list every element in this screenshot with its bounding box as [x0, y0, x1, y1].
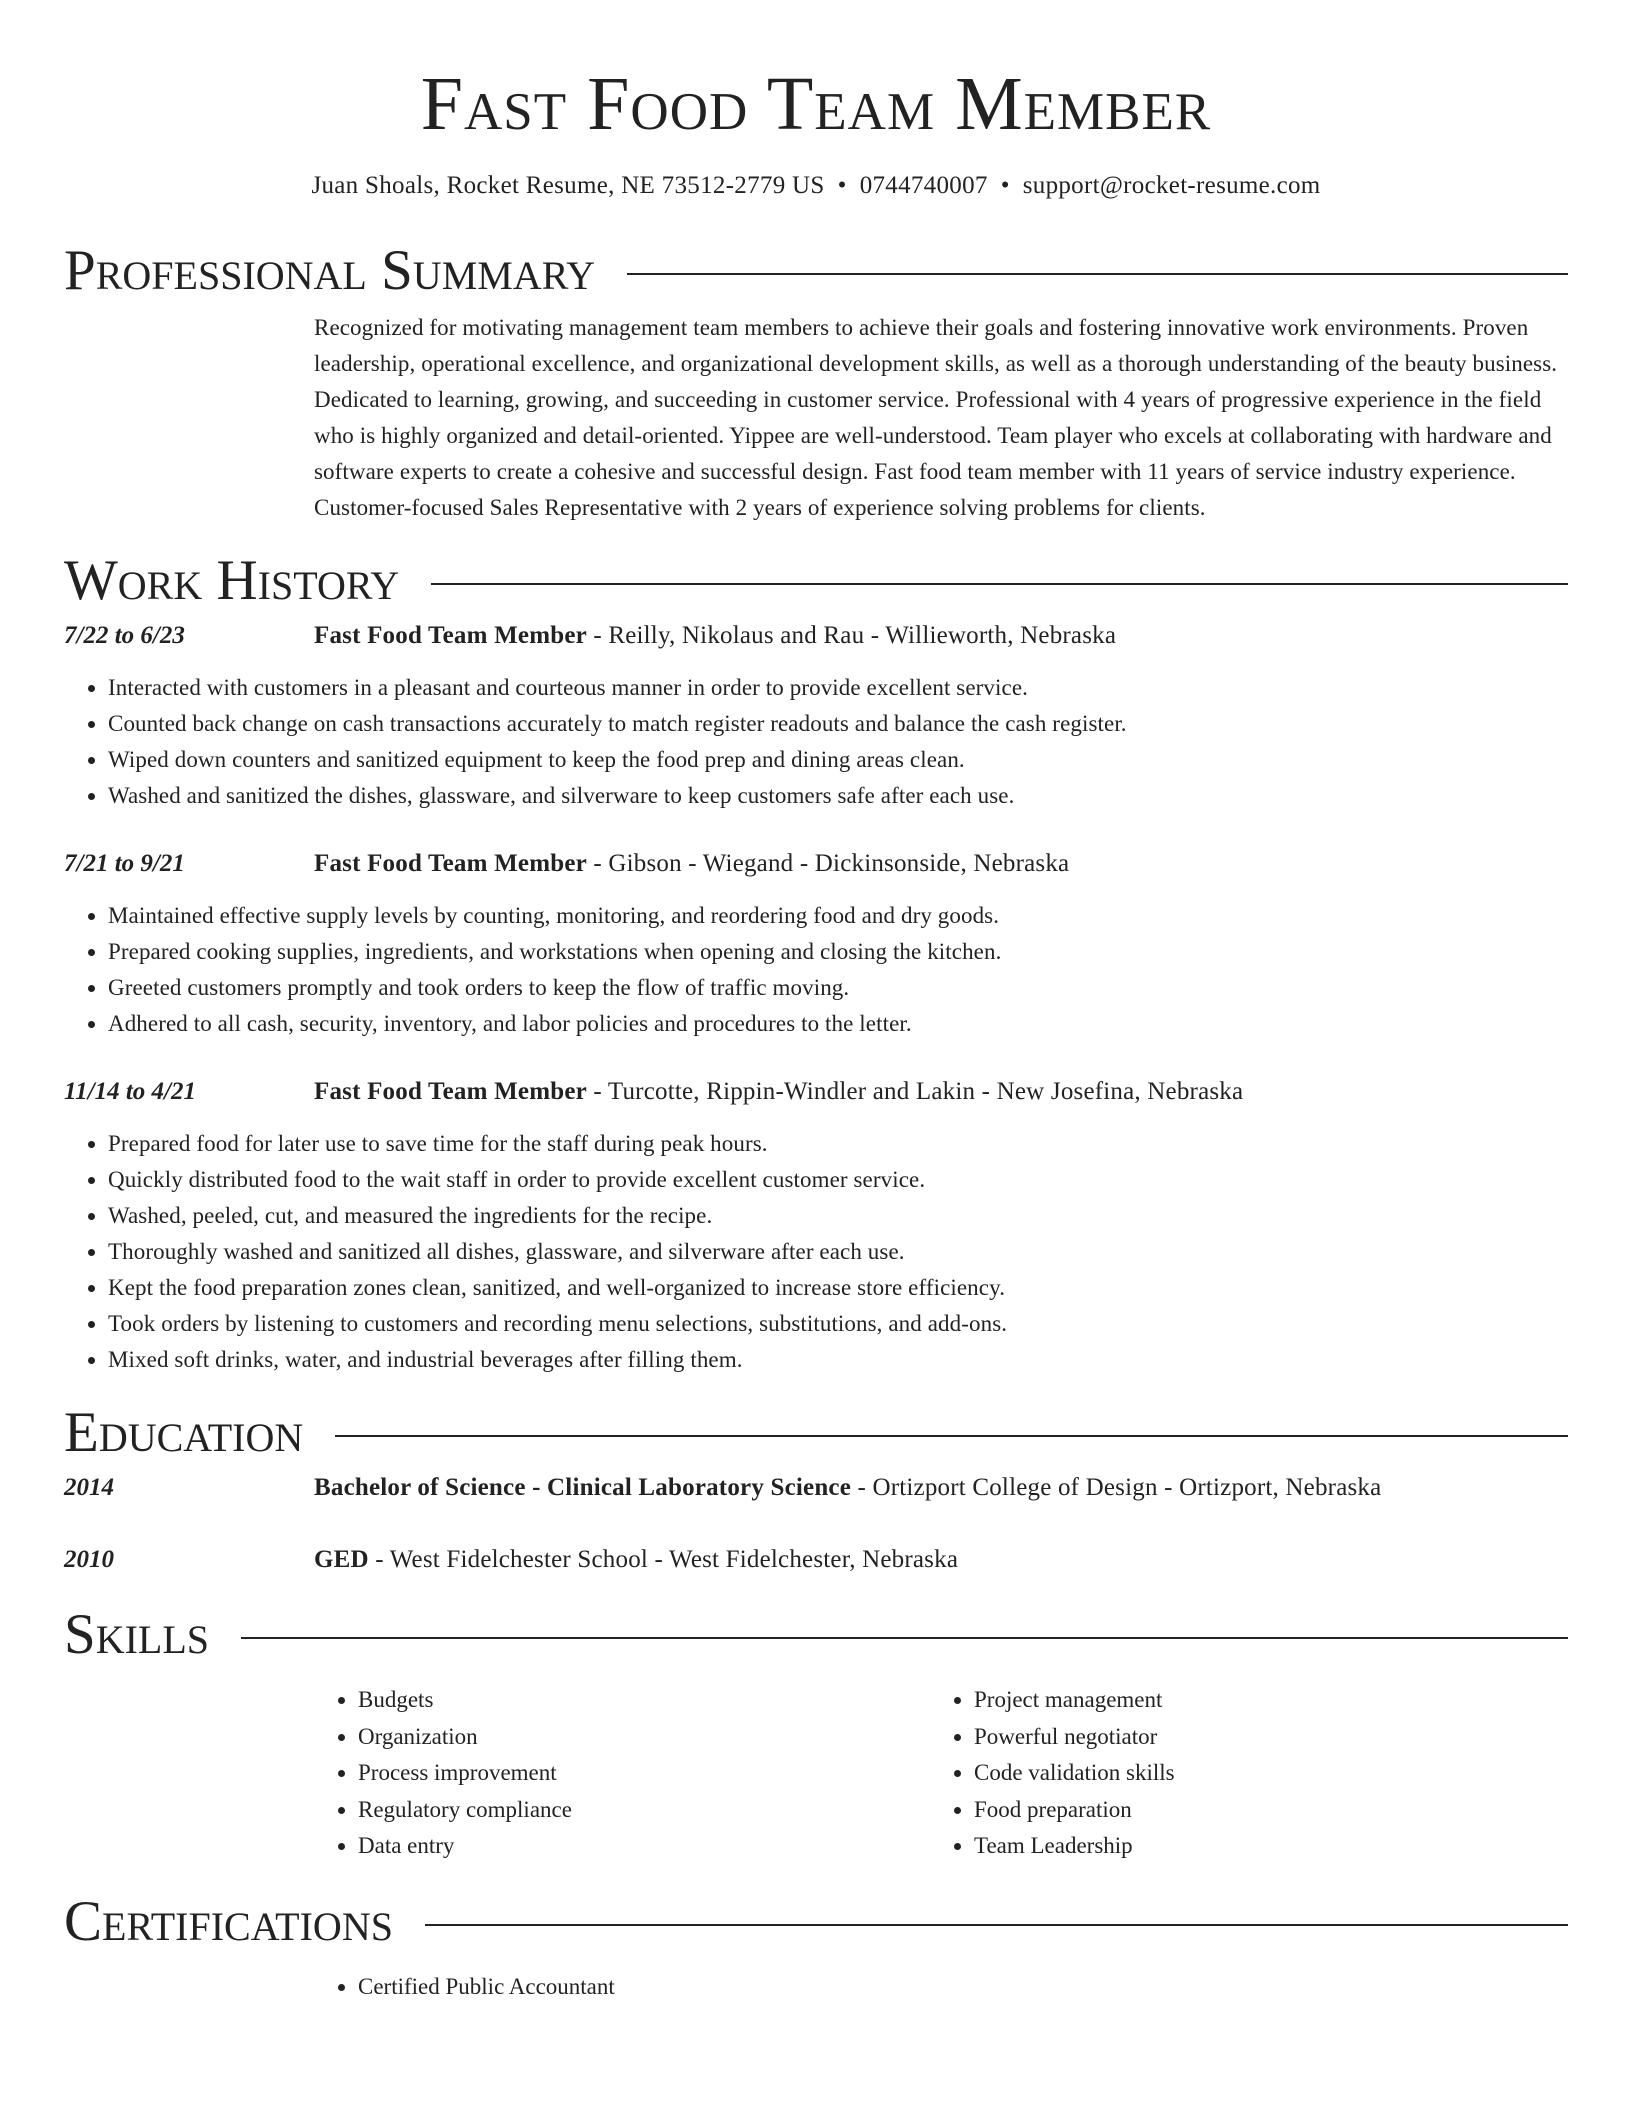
job-bullet: • Adhered to all cash, security, inventory, and labor policies and procedures to the letter.: [108, 1006, 1568, 1042]
job-bullet: • Quickly distributed food to the wait staff in order to provide excellent customer service.: [108, 1162, 1568, 1198]
skills-column-left: [314, 1682, 930, 1865]
contact-line: [64, 170, 1568, 202]
job-entry: [64, 1074, 1568, 1378]
certification-item: • Certified Public Accountant: [358, 1969, 1568, 2005]
job-bullets: [64, 1126, 1568, 1378]
summary-text: Recognized for motivating management team members to achieve their goals and fostering innovative work environments. Proven leadership, operational excellence, and organizational development skills, as well as a thorough understanding of the beauty business. Dedicated to learning, growing, and succeeding in customer service. Professional with 4 years of progressive experience in the field who is highly organized and detail-oriented. Yippee are well-understood. Team player who excels at collaborating with hardware and software experts to create a cohesive and successful design. Fast food team member with 11 years of service industry experience. Customer-focused Sales Representative with 2 years of experience solving problems for clients.: [314, 315, 1558, 520]
education-info: [314, 1470, 1568, 1506]
education-entry: [64, 1542, 1568, 1578]
job-bullet: • Mixed soft drinks, water, and industrial beverages after filling them.: [108, 1342, 1568, 1378]
job-dates: 7/22 to 6/23: [64, 622, 185, 649]
job-bullet: • Thoroughly washed and sanitized all dishes, glassware, and silverware after each use.: [108, 1234, 1568, 1270]
education-info: [314, 1542, 1568, 1578]
job-title: Fast Food Team Member: [314, 1078, 587, 1105]
skills-grid: [314, 1682, 1568, 1865]
job-bullets: [64, 670, 1568, 814]
skill-item: • Data entry: [358, 1828, 930, 1865]
contact-separator: •: [837, 172, 847, 199]
education-entry: [64, 1470, 1568, 1506]
job-entry: [64, 846, 1568, 1042]
summary-section-header: [64, 238, 1568, 304]
job-details: - Turcotte, Rippin-Windler and Lakin - New Josefina, Nebraska: [586, 1078, 1244, 1105]
education-details: - Ortizport College of Design - Ortizport, Nebraska: [851, 1474, 1382, 1501]
certifications-heading: Certifications: [64, 1889, 393, 1953]
contact-phone: 0744740007: [859, 172, 988, 199]
education-degree: Bachelor of Science - Clinical Laboratory Science: [314, 1474, 852, 1501]
job-details: - Gibson - Wiegand - Dickinsonside, Nebraska: [586, 850, 1070, 877]
contact-separator: •: [1000, 172, 1010, 199]
job-bullet: • Counted back change on cash transactions accurately to match register readouts and balance the cash register.: [108, 706, 1568, 742]
job-bullet: • Prepared food for later use to save time for the staff during peak hours.: [108, 1126, 1568, 1162]
job-bullet: • Wiped down counters and sanitized equipment to keep the food prep and dining areas clean.: [108, 742, 1568, 778]
job-bullet: • Washed, peeled, cut, and measured the ingredients for the recipe.: [108, 1198, 1568, 1234]
skill-item: • Regulatory compliance: [358, 1792, 930, 1829]
job-bullet: • Took orders by listening to customers and recording menu selections, substitutions, and add-ons.: [108, 1306, 1568, 1342]
contact-address: Juan Shoals, Rocket Resume, NE 73512-2779 US: [311, 172, 825, 199]
skills-heading: Skills: [64, 1603, 210, 1666]
job-header: [64, 618, 1568, 654]
skill-item: • Code validation skills: [974, 1755, 1546, 1792]
section-divider: [431, 583, 1568, 585]
certifications-section-header: [64, 1889, 1568, 1955]
education-heading: Education: [64, 1401, 304, 1464]
skills-section-header: [64, 1602, 1568, 1668]
job-bullet: • Interacted with customers in a pleasant and courteous manner in order to provide excellent service.: [108, 670, 1568, 706]
section-divider: [335, 1435, 1568, 1437]
section-divider: [627, 273, 1568, 275]
job-bullet: • Washed and sanitized the dishes, glassware, and silverware to keep customers safe after each use.: [108, 778, 1568, 814]
job-header: [64, 1074, 1568, 1110]
work-section-header: [64, 548, 1568, 614]
resume-title: Fast Food Team Member: [420, 62, 1212, 146]
job-dates: 11/14 to 4/21: [64, 1078, 196, 1105]
education-details: - West Fidelchester School - West Fidelchester, Nebraska: [368, 1546, 959, 1573]
contact-email: support@rocket-resume.com: [1022, 172, 1321, 199]
skill-item: • Organization: [358, 1719, 930, 1756]
job-title: Fast Food Team Member: [314, 850, 587, 877]
education-year: 2014: [64, 1474, 114, 1501]
skills-column-right: [930, 1682, 1546, 1865]
section-divider: [425, 1924, 1568, 1926]
job-bullet: • Kept the food preparation zones clean, sanitized, and well-organized to increase store efficiency.: [108, 1270, 1568, 1306]
skill-item: • Process improvement: [358, 1755, 930, 1792]
work-heading: Work History: [64, 549, 400, 612]
job-bullet: • Prepared cooking supplies, ingredients, and workstations when opening and closing the kitchen.: [108, 934, 1568, 970]
education-degree: GED: [314, 1546, 369, 1573]
job-header: [64, 846, 1568, 882]
skill-item: • Budgets: [358, 1682, 930, 1719]
skill-item: • Project management: [974, 1682, 1546, 1719]
certifications-list: [314, 1969, 1568, 2005]
job-bullet: • Greeted customers promptly and took orders to keep the flow of traffic moving.: [108, 970, 1568, 1006]
skill-item: • Powerful negotiator: [974, 1719, 1546, 1756]
skill-item: • Food preparation: [974, 1792, 1546, 1829]
job-entry: [64, 618, 1568, 814]
job-info: [314, 1074, 1568, 1110]
education-section-header: [64, 1400, 1568, 1466]
job-title: Fast Food Team Member: [314, 622, 587, 649]
skill-item: • Team Leadership: [974, 1828, 1546, 1865]
job-info: [314, 618, 1568, 654]
summary-heading: Professional Summary: [64, 239, 596, 302]
job-info: [314, 846, 1568, 882]
education-year: 2010: [64, 1546, 114, 1573]
job-details: - Reilly, Nikolaus and Rau - Willieworth, Nebraska: [586, 622, 1117, 649]
job-bullet: • Maintained effective supply levels by counting, monitoring, and reordering food and dry goods.: [108, 898, 1568, 934]
job-bullets: [64, 898, 1568, 1042]
section-divider: [241, 1637, 1568, 1639]
job-dates: 7/21 to 9/21: [64, 850, 185, 877]
